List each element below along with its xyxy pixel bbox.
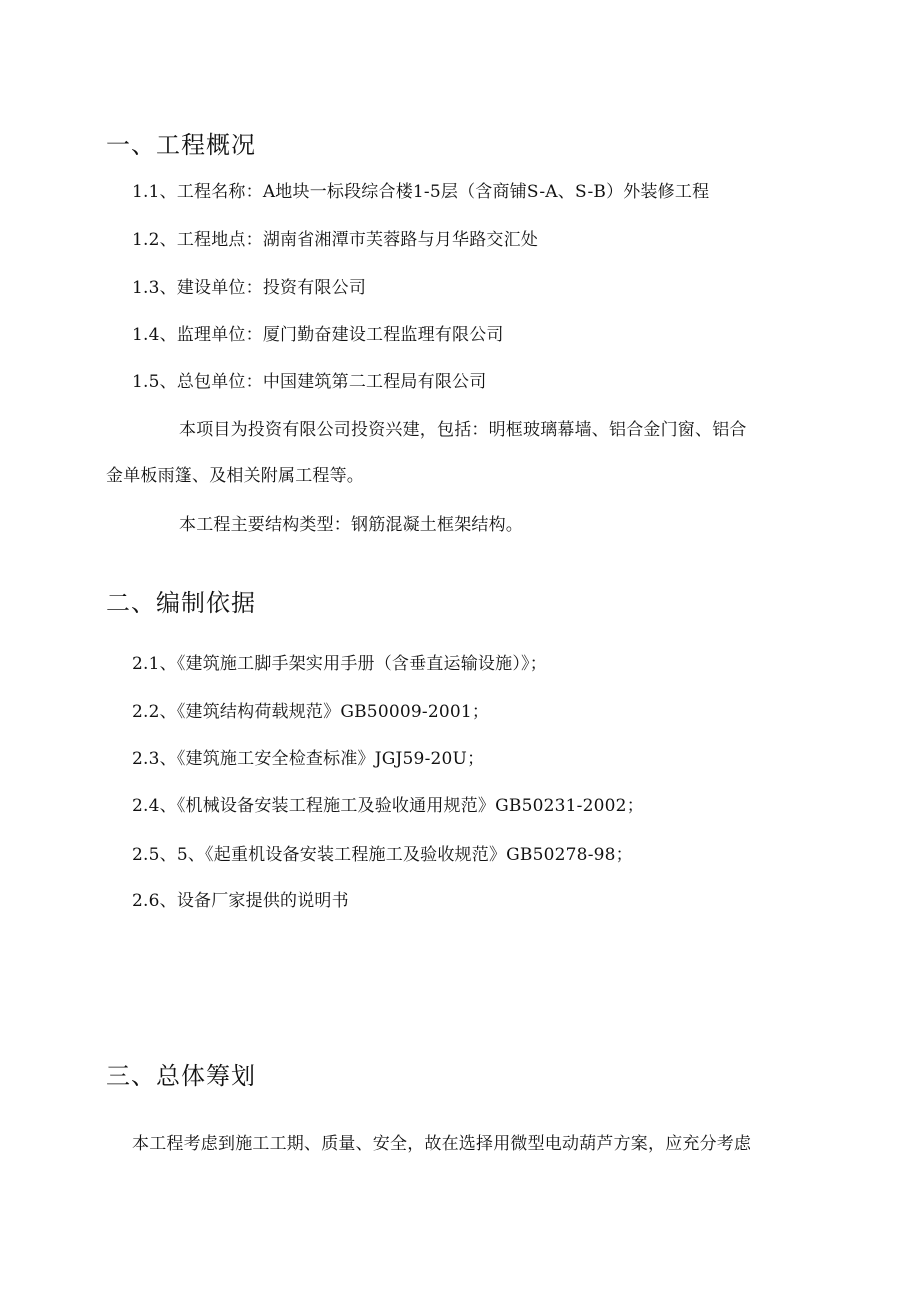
basis-item: 2.5、5、《起重机设备安装工程施工及验收规范》GB50278-98； (132, 845, 633, 865)
section-heading-basis: 二、编制依据 (106, 589, 256, 617)
basis-item: 2.6、设备厂家提供的说明书 (132, 891, 349, 911)
basis-item: 2.4、《机械设备安装工程施工及验收通用规范》GB50231-2002； (132, 796, 644, 816)
basis-item: 2.3、《建筑施工安全检查标准》JGJ59-20U； (132, 749, 485, 769)
basis-item: 2.2、《建筑结构荷载规范》GB50009-2001； (132, 702, 490, 722)
planning-paragraph: 本工程考虑到施工工期、质量、安全，故在选择用微型电动葫芦方案，应充分考虑 (132, 1134, 752, 1154)
project-description-line-1: 本项目为投资有限公司投资兴建，包括：明框玻璃幕墙、铝合金门窗、铝合 (179, 420, 747, 440)
general-contractor-line: 1.5、总包单位：中国建筑第二工程局有限公司 (132, 372, 487, 392)
section-heading-planning: 三、总体筹划 (106, 1062, 256, 1090)
section-heading-overview: 一、工程概况 (106, 131, 256, 159)
supervision-unit-line: 1.4、监理单位：厦门勤奋建设工程监理有限公司 (132, 325, 504, 345)
project-location-line: 1.2、工程地点：湖南省湘潭市芙蓉路与月华路交汇处 (132, 230, 539, 250)
construction-unit-line: 1.3、建设单位：投资有限公司 (132, 278, 367, 298)
project-name-line: 1.1、工程名称：A地块一标段综合楼1-5层（含商铺S-A、S-B）外装修工程 (132, 182, 710, 202)
structure-type-line: 本工程主要结构类型：钢筋混凝土框架结构。 (179, 515, 523, 535)
project-description-line-2: 金单板雨篷、及相关附属工程等。 (106, 466, 364, 486)
basis-item: 2.1、《建筑施工脚手架实用手册（含垂直运输设施）》； (132, 654, 547, 674)
